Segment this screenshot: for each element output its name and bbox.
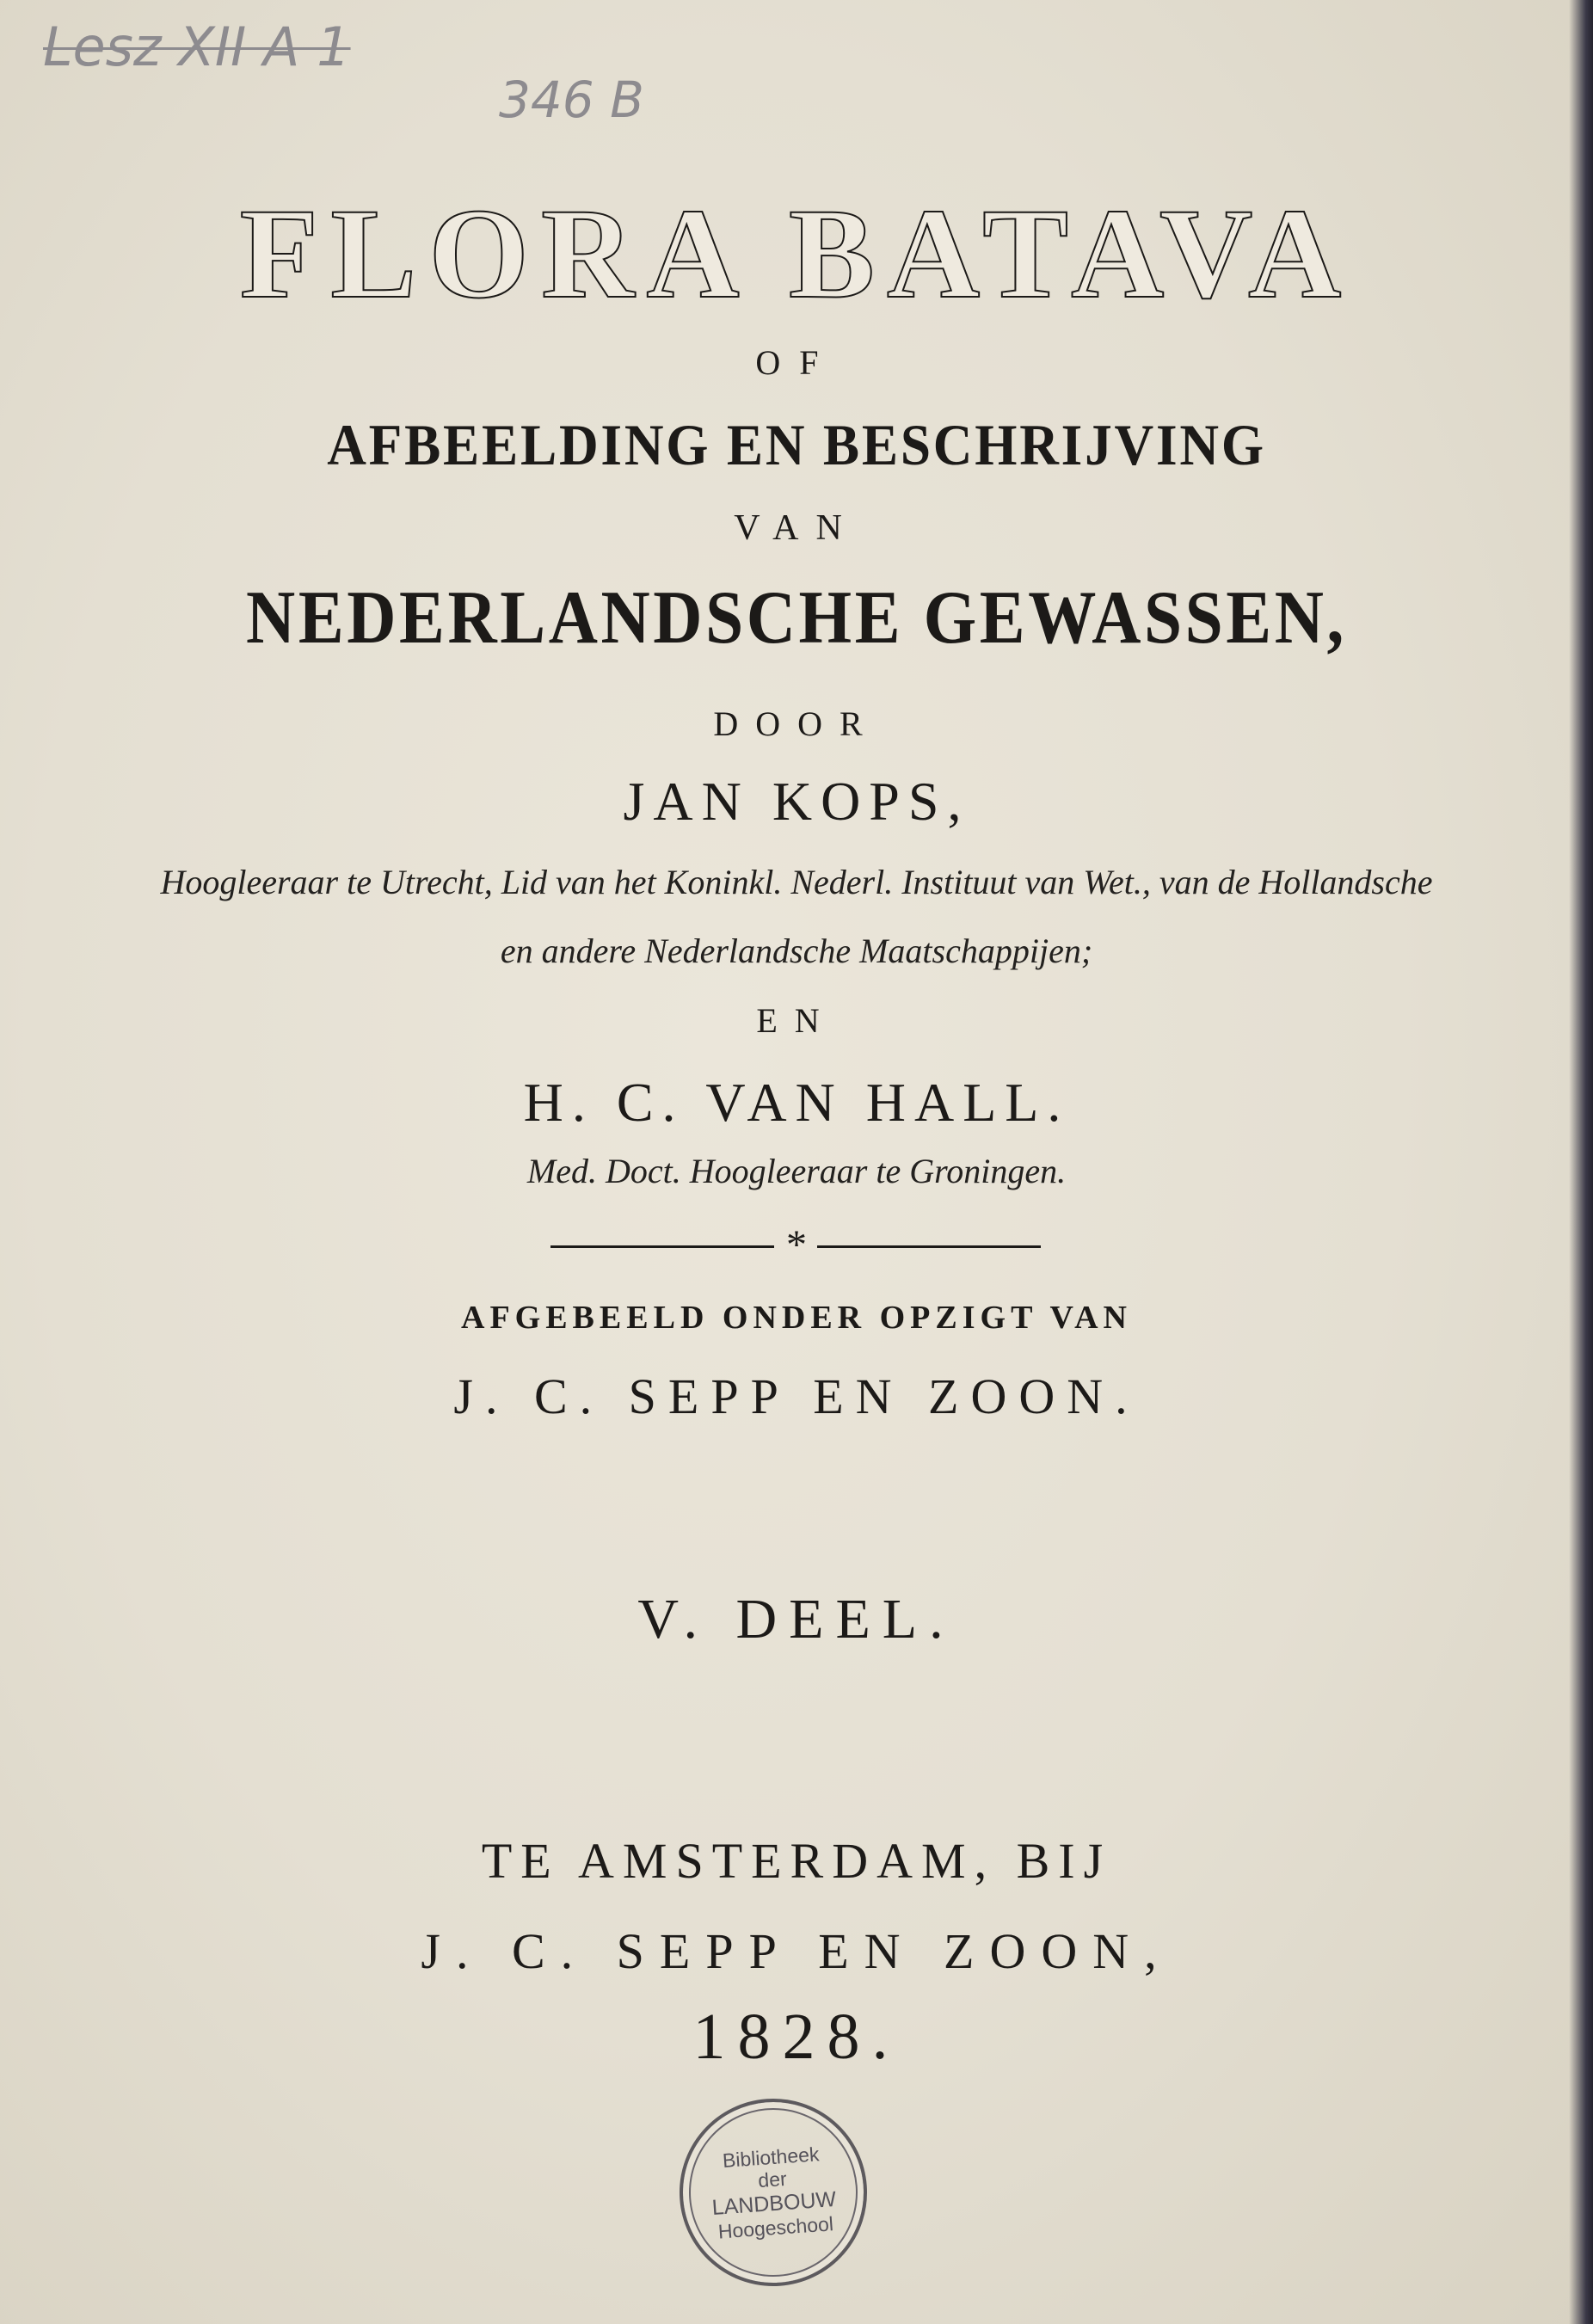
illustration-credit-line2: J. C. SEPP EN ZOON. — [453, 1368, 1140, 1424]
author2-affiliation: Med. Doct. Hoogleeraar te Groningen. — [526, 1152, 1067, 1190]
subtitle-line2: NEDERLANDSCHE GEWASSEN, — [246, 576, 1347, 660]
and-label: EN — [756, 1001, 837, 1040]
main-title: FLORA BATAVA — [239, 182, 1354, 325]
stamp-line4: Hoogeschool — [717, 2211, 834, 2243]
volume-label: V. DEEL. — [637, 1588, 956, 1651]
subtitle-line1: AFBEELDING EN BESCHRIJVING — [327, 412, 1266, 477]
imprint-year: 1828. — [692, 2001, 901, 2073]
stamp-line2: der — [757, 2167, 788, 2192]
handwritten-number: 346 B — [499, 71, 644, 129]
stamp-line3: LANDBOUW — [710, 2186, 837, 2220]
handwritten-shelfmark: Lesz XII A 1 — [43, 15, 351, 78]
illustration-credit-line1: AFGEBEELD ONDER OPZIGT VAN — [461, 1300, 1132, 1336]
ornament-star: * — [786, 1222, 807, 1268]
title-van: VAN — [734, 508, 859, 548]
stamp-line1: Bibliotheek — [722, 2143, 821, 2172]
title-of: OF — [755, 343, 838, 382]
author1-affiliation-line1: Hoogleeraar te Utrecht, Lid van het Koninkl. Nederl. Instituut van Wet., van de Hollandsche — [160, 863, 1433, 901]
ornament-rule-right — [817, 1245, 1041, 1248]
imprint-publisher: J. C. SEPP EN ZOON, — [421, 1923, 1172, 1979]
author1-name: JAN KOPS, — [623, 771, 970, 832]
author2-name: H. C. VAN HALL. — [523, 1072, 1070, 1133]
library-stamp — [673, 2093, 874, 2293]
author1-affiliation-line2: en andere Nederlandsche Maatschappijen; — [500, 931, 1093, 970]
by-label: DOOR — [713, 704, 880, 743]
imprint-place: TE AMSTERDAM, BIJ — [481, 1833, 1112, 1889]
